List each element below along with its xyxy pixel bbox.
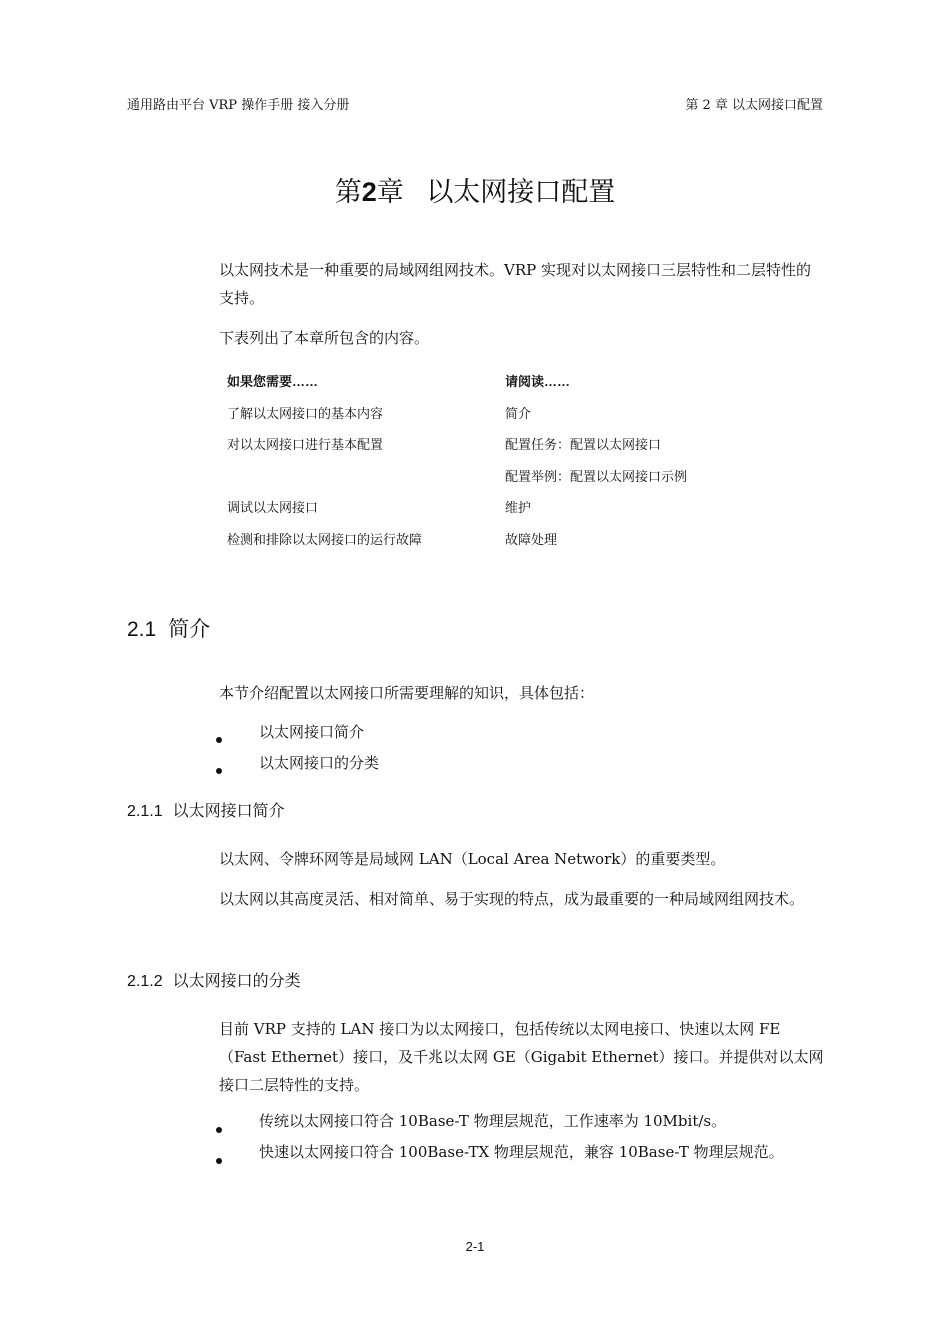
table-cell-need: 了解以太网接口的基本内容: [227, 407, 384, 422]
bullet-icon: [216, 768, 222, 774]
table-header-read: 请阅读……: [505, 374, 571, 389]
table-cell-read: 配置任务：配置以太网接口: [505, 438, 662, 453]
section-number: 2.1.2: [127, 973, 163, 990]
chapter-suffix: 章: [376, 177, 404, 208]
table-cell-read: 配置举例：配置以太网接口示例: [505, 470, 688, 485]
section-title: 以太网接口的分类: [172, 973, 301, 990]
table-cell-need: 对以太网接口进行基本配置: [227, 438, 384, 453]
table-cell-read: 故障处理: [505, 533, 558, 548]
table-cell-need: 检测和排除以太网接口的运行故障: [227, 533, 423, 548]
table-cell-need: 调试以太网接口: [227, 501, 319, 516]
section-title: 简介: [168, 617, 211, 641]
intro-paragraph-2: 下表列出了本章所包含的内容。: [219, 329, 430, 347]
chapter-number: 2: [361, 177, 377, 207]
table-cell-read: 简介: [505, 407, 532, 422]
table-cell-read: 维护: [505, 501, 532, 516]
section-2-1-1-paragraph-1: 以太网、令牌环网等是局域网 LAN（Local Area Network）的重要类型。: [219, 850, 726, 868]
section-title: 以太网接口简介: [172, 803, 285, 820]
section-heading-2-1: [127, 613, 210, 643]
running-header-right: 第 2 章 以太网接口配置: [685, 98, 823, 113]
bullet-icon: [216, 1127, 222, 1133]
page-number: 2-1: [465, 1239, 485, 1254]
chapter-prefix: 第: [334, 177, 362, 208]
bullet-icon: [216, 1158, 222, 1164]
list-item: 以太网接口的分类: [259, 754, 380, 772]
section-number: 2.1.1: [127, 803, 163, 820]
section-heading-2-1-1: [127, 798, 285, 821]
section-2-1-2-paragraph: 目前 VRP 支持的 LAN 接口为以太网接口，包括传统以太网电接口、快速以太网 FE（Fast Ethernet）接口，及千兆以太网 GE（Gigabit Ethernet）接口。并提供对以太网接口二层特性的支持。: [219, 1020, 824, 1094]
bullet-icon: [216, 737, 222, 743]
section-2-1-paragraph: 本节介绍配置以太网接口所需要理解的知识，具体包括：: [219, 684, 595, 702]
chapter-name: 以太网接口配置: [426, 177, 616, 208]
running-header-left: 通用路由平台 VRP 操作手册 接入分册: [127, 98, 350, 113]
section-number: 2.1: [127, 618, 157, 641]
section-2-1-1-paragraph-2: 以太网以其高度灵活、相对简单、易于实现的特点，成为最重要的一种局域网组网技术。: [219, 890, 805, 908]
chapter-title: [0, 170, 950, 209]
intro-paragraph-1: 以太网技术是一种重要的局域网组网技术。VRP 实现对以太网接口三层特性和二层特性的支持。: [219, 261, 811, 307]
list-item: 传统以太网接口符合 10Base-T 物理层规范，工作速率为 10Mbit/s。: [259, 1112, 727, 1130]
list-item: 以太网接口简介: [259, 723, 365, 741]
section-heading-2-1-2: [127, 968, 301, 991]
list-item: 快速以太网接口符合 100Base-TX 物理层规范，兼容 10Base-T 物理层规范。: [259, 1143, 784, 1161]
table-header-need: 如果您需要……: [227, 374, 319, 389]
